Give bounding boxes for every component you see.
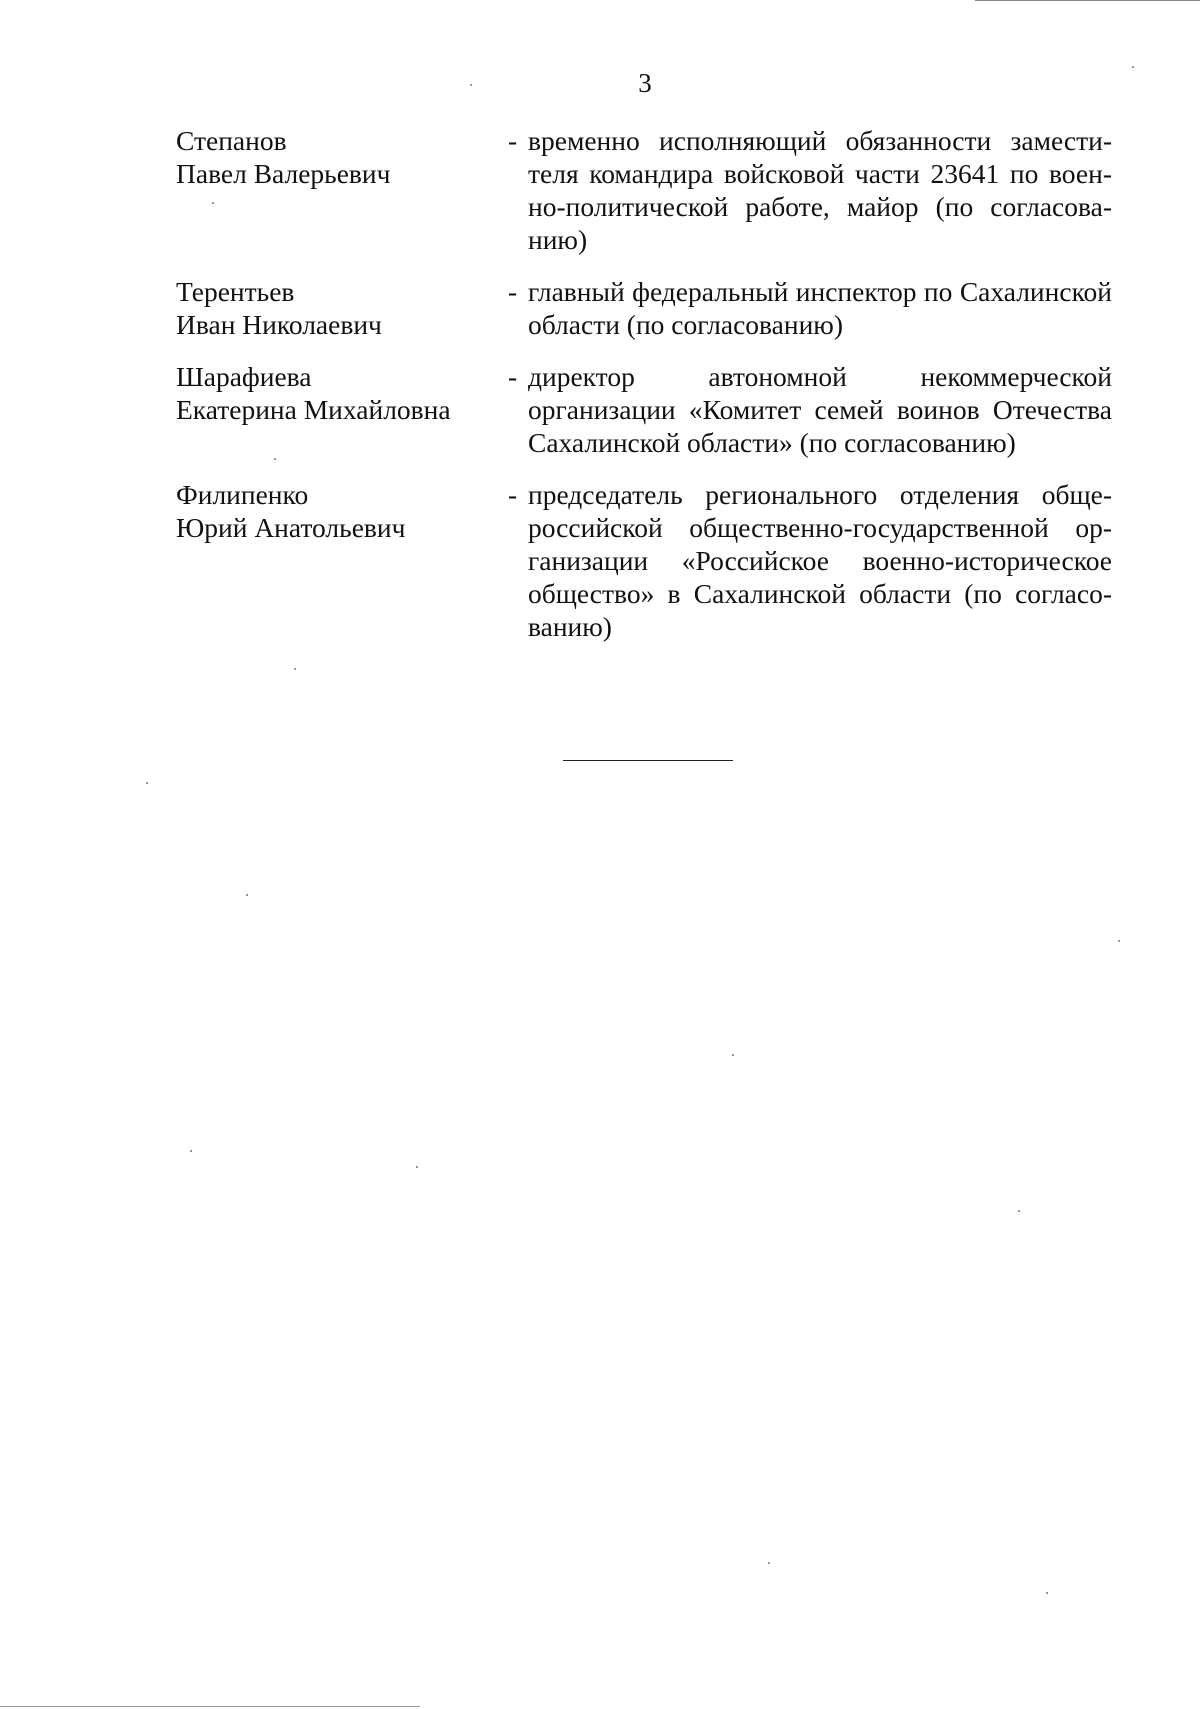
member-description: главный федеральный инспектор по Сахалинской области (по согласованию) bbox=[528, 276, 1112, 340]
member-name bbox=[176, 478, 508, 643]
closing-rule bbox=[563, 760, 733, 761]
scan-speck bbox=[146, 782, 148, 784]
scan-speck bbox=[246, 894, 248, 896]
member-row bbox=[176, 124, 1112, 256]
member-given-names: Юрий Анатольевич bbox=[176, 512, 406, 543]
scan-speck bbox=[768, 1562, 770, 1564]
member-surname: Филипенко bbox=[176, 479, 309, 510]
member-surname: Шарафиева bbox=[176, 361, 312, 392]
member-row bbox=[176, 478, 1112, 643]
member-given-names: Иван Николаевич bbox=[176, 309, 382, 340]
member-given-names: Павел Валерьевич bbox=[176, 158, 391, 189]
scan-speck bbox=[190, 1150, 192, 1152]
scan-speck bbox=[1018, 1210, 1020, 1212]
member-surname: Степанов bbox=[176, 125, 287, 156]
member-description: председатель регионального отделения общероссийской общественно-государственной организации «Российское военно-историческое общество» в Сахалинской области (по согласованию) bbox=[528, 479, 1112, 642]
scan-speck bbox=[732, 1054, 734, 1056]
member-description: временно исполняющий обязанности заместителя командира войсковой части 23641 по военно-политической работе, майор (по согласованию) bbox=[528, 125, 1112, 255]
scan-edge-bottom bbox=[0, 1706, 420, 1707]
scan-speck bbox=[294, 668, 296, 670]
scan-speck bbox=[470, 84, 472, 86]
page-number: 3 bbox=[638, 68, 652, 98]
scan-speck bbox=[416, 1166, 418, 1168]
member-name bbox=[176, 275, 508, 341]
member-dash: - bbox=[508, 361, 518, 392]
member-list bbox=[176, 124, 1112, 643]
member-given-names: Екатерина Михайловна bbox=[176, 394, 451, 425]
scan-speck bbox=[274, 458, 276, 460]
member-dash: - bbox=[508, 479, 518, 510]
member-description: директор автономной некоммерческой организации «Комитет семей воинов Отечества Сахалинской области» (по согласованию) bbox=[528, 361, 1112, 458]
scan-speck bbox=[212, 202, 214, 204]
member-name bbox=[176, 360, 508, 459]
member-name bbox=[176, 124, 508, 256]
member-row bbox=[176, 275, 1112, 341]
scan-speck bbox=[1118, 940, 1120, 942]
member-row bbox=[176, 360, 1112, 459]
member-dash: - bbox=[508, 125, 518, 156]
member-dash: - bbox=[508, 276, 518, 307]
member-surname: Терентьев bbox=[176, 276, 295, 307]
scan-speck bbox=[1046, 1592, 1048, 1594]
scan-speck bbox=[1132, 66, 1134, 68]
scan-edge-top bbox=[975, 0, 1200, 1]
